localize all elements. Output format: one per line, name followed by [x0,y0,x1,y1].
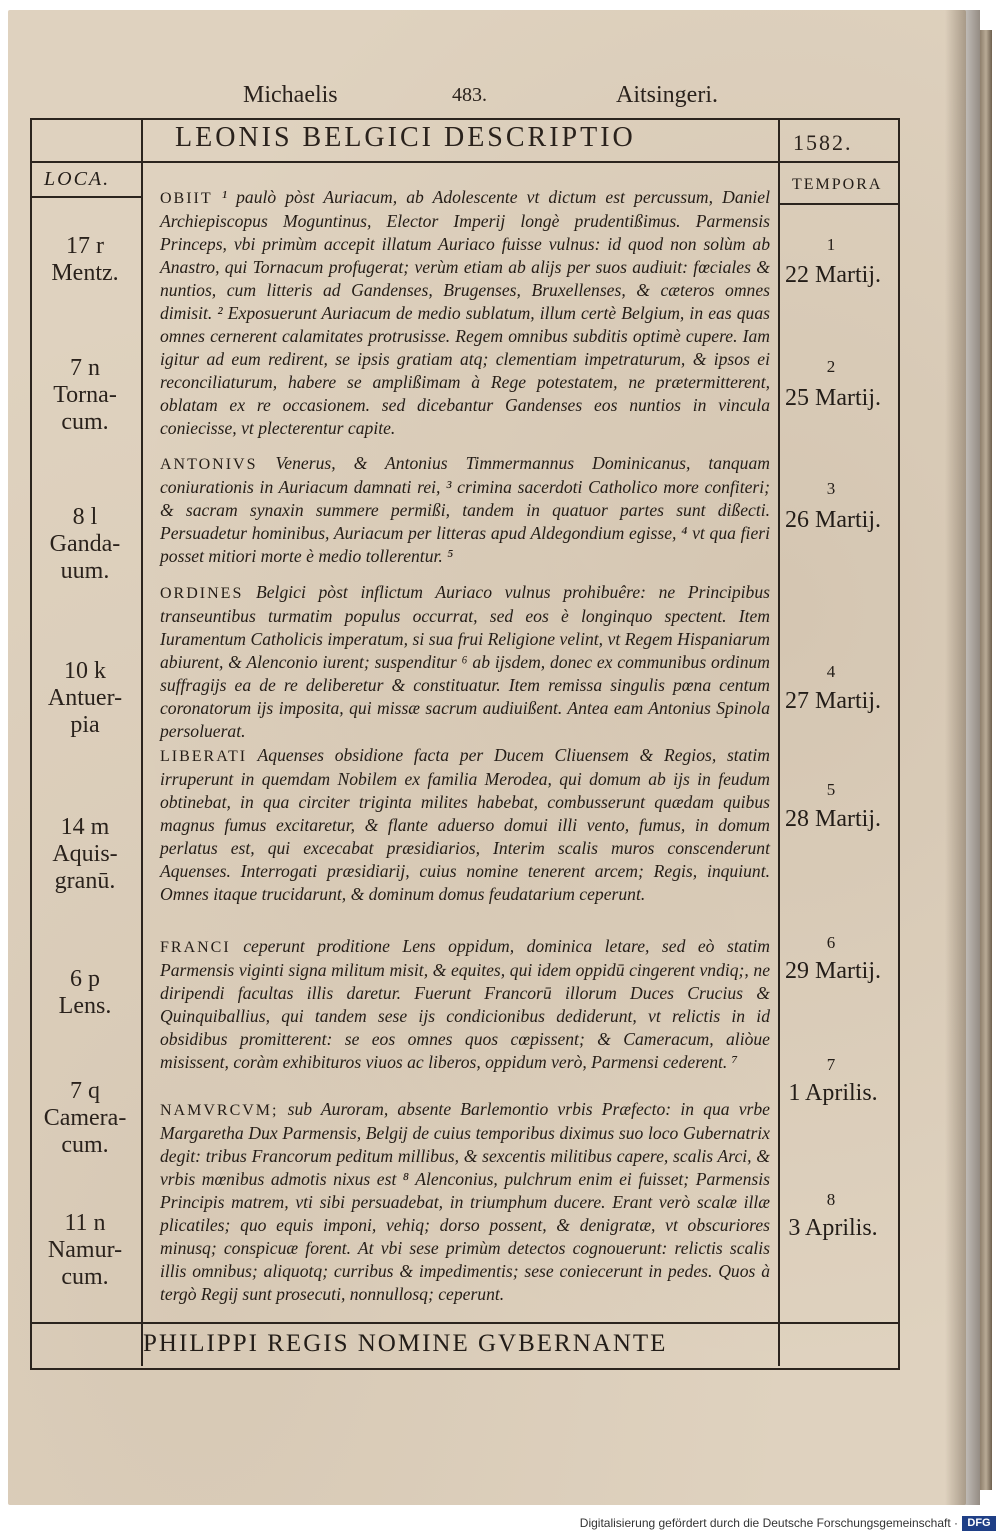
paragraph-lead: ORDINES [160,585,244,602]
place-entry [30,233,140,287]
paragraph-liberati [160,744,770,906]
date-note-number: 3 [826,479,836,498]
place-entry [30,814,140,895]
paragraph-lead: FRANCI [160,939,231,956]
year-label: 1582. [793,130,853,155]
date-note-number: 5 [826,780,836,799]
place-number: 17 r [66,233,104,259]
paragraph-obiit [160,186,770,440]
rule-right-column [778,120,780,1366]
running-header-left: Michaelis [243,82,338,108]
place-number: 7 n [70,355,100,381]
date-entry: 22 Martij. [785,262,881,288]
place-name: Camera- [43,1105,127,1131]
tempora-column-header: TEMPORA [792,176,883,193]
paragraph-text: Venerus, & Antonius Timmermannus Dominicanus, tanquam coniurationis in Auriacum damnati rei, ³ crimina sacerdoti Catholico more confiteri; & sacram synaxin summere permißi, tandem in quatuor partes sunt dißecti. Persuadetur hominibus, Auriacum per litteras apud Aldegondium egisse, ⁴ vt qua fieri posset mitiori morte è medio tollerentur. ⁵ [160,453,770,566]
date-entry: 26 Martij. [785,507,881,533]
date-note-number: 7 [826,1055,836,1074]
place-name: Aquis- [52,841,118,867]
date-note-number: 4 [826,662,836,681]
place-name: Namur- [47,1237,123,1263]
paragraph-namurcum [160,1098,770,1306]
place-number: 10 k [64,658,106,684]
place-name: cum. [61,409,109,435]
digitization-footer [0,1515,1000,1533]
running-header-right: Aitsingeri. [616,82,718,108]
binding-shadow [945,10,980,1505]
date-entry: 28 Martij. [785,806,881,832]
date-entry: 27 Martij. [785,688,881,714]
place-entry [30,658,140,739]
page-edge [980,30,992,1490]
place-name: pia [70,712,100,738]
paragraph-text: sub Auroram, absente Barlemontio vrbis Præfecto: in qua vrbe Margaretha Dux Parmensis, Belgij de cuius temporibus diximus suo loco Gubernatrix degit: tribus Francorum peditum millibus, & sexcentis militibus capere, scalis Arci, & vrbis mœnibus admotis nixus est ⁸ Alenconius, pulchrum enim ei fuisset; Parmensis Principis matrem, vti sibi persuadebat, in triumphum ducere. Erant verò scalæ illæ plicatiles; quo equis imponi, vehiq; dorso possent, & denigratæ, vt obscuriores minusq; conspicuæ forent. At vbi sese primùm detectos cognouerunt: relictis scalis illis omnibus; aliquotq; curribus & impedimentis; sese coniecerunt in pedes. Quos à tergò Regij sunt prosecuti, nonnullosq; ceperunt. [160,1099,770,1304]
rule-header [30,161,898,163]
place-name: granū. [54,868,116,894]
paragraph-text: ceperunt proditione Lens oppidum, dominica letare, sed eò statim Parmensis viginti signa militum misit, & equites, qui idem oppidū cingerent vndiq;, ne diripendi facultas illis daretur. Fuerunt Francorū illorum Duces Crucius & Quinquiballius, qui tandem sese ijs condicionibus dediderunt, vt relictis in id obsidibus promitterent: se eos omnes quos cœpissent; & Cameracum, aliòue misissent, coràm exhibituros viuos ac liberos, oppidum verò, Parmensi cederent. ⁷ [160,936,770,1072]
place-entry [30,1210,140,1291]
place-name: cum. [61,1132,109,1158]
paragraph-lead: LIBERATI [160,748,248,765]
top-title: LEONIS BELGICI DESCRIPTIO [175,122,636,153]
place-entry [30,1078,140,1159]
place-name: uum. [60,558,110,584]
place-name: Torna- [53,382,117,408]
place-entry [30,966,140,1020]
paragraph-text: ¹ paulò pòst Auriacum, ab Adolescente vt dictum est percussum, Daniel Archiepiscopus Moguntinus, Elector Imperij longè prudentißimus. Parmensis Princeps, vbi primùm accepit illatum Auriaco fuisse vulnus: id quod non solùm ab Anastro, qui Tornacum profugerat; verùm etiam ab alijs per suos audiuit: fœciales & nuntios, cum litteris ad Gandenses, Brugenses, Bruxellenses, & cæteros omnes dimisit. ² Exposuerunt Auriacum de medio sublatum, illum certè Belgium, in eas quas omnes cernerent calamitates protrusisse. Regem omnibus subditis optimè cupere. Iam igitur ad eum redirent, se ipsis gratiam atq; clementiam impetraturum, & ipsos ei reconciliaturum, habere se amplißimam à Rege potestatem, ne prætermitterent, oblatam ex re occasionem. sed dicebantur Gandenses eos nuntios in vincula coniecisse, vt plecterentur capite. [160,187,770,438]
paragraph-antonius [160,452,770,568]
rule-tempora [778,203,898,205]
place-name: Ganda- [49,531,121,557]
paragraph-lead: OBIIT [160,190,213,207]
rule-loca [30,196,141,198]
date-note-number: 6 [826,933,836,952]
rule-footer [30,1322,898,1324]
place-entry [30,355,140,436]
date-note-number: 2 [826,357,836,376]
place-number: 14 m [60,814,110,840]
loca-column-header: LOCA. [44,168,111,190]
date-entry: 1 Aprilis. [788,1080,878,1106]
date-note-number: 8 [826,1190,836,1209]
place-name: Mentz. [51,260,119,286]
place-number: 6 p [70,966,100,992]
funding-credit: Digitalisierung gefördert durch die Deutsche Forschungsgemeinschaft · [579,1516,958,1530]
place-number: 11 n [64,1210,106,1236]
paragraph-text: Aquenses obsidione facta per Ducem Cliuensem & Regios, statim irruperunt in quemdam Nobilem ex familia Merodea, qui domum ab ijs in feudum obtinebat, in qua circiter triginta milites habebat, combusserunt quædam quibus magnus fumus excitaretur, & flante aduerso domui illi vento, fumus, in domum perlatus est, qui excecabat præsidiarios, Interim scalis muros conscenderunt Aquenses. Interrogati præsidiarij, cuius nomine tenerent arcem; Regis, inquiunt. Omnes itaque trucidarunt, & dominum domus feudatarium ceperunt. [160,745,770,904]
place-number: 8 l [72,504,98,530]
date-entry: 29 Martij. [785,958,881,984]
paragraph-ordines [160,581,770,743]
place-entry [30,504,140,585]
place-name: cum. [61,1264,109,1290]
dfg-logo: DFG [962,1516,996,1531]
page-number: 483. [452,84,487,106]
paragraph-franci [160,935,770,1074]
date-note-number: 1 [826,235,836,254]
rule-left-column [141,120,143,1366]
paragraph-lead: NAMVRCVM; [160,1102,279,1119]
paragraph-lead: ANTONIVS [160,456,258,473]
date-entry: 3 Aprilis. [788,1215,878,1241]
place-name: Lens. [58,993,112,1019]
place-name: Antuer- [47,685,123,711]
bottom-title: PHILIPPI REGIS NOMINE GVBERNANTE [143,1330,668,1357]
date-entry: 25 Martij. [785,385,881,411]
place-number: 7 q [70,1078,100,1104]
paragraph-text: Belgici pòst inflictum Auriaco vulnus prohibuêre: ne Principibus transeuntibus turmatim populus occurrat, sed eos è longinquo spectent. Item Iuramentum Catholicis imperatum, si sua frui Religione velint, vt Regem Hispaniarum abiurent, & Alenconio iurent; suspenditur ⁶ ab ijsdem, donec ex communibus ordinum suffragijs ea de re deliberetur & constituatur. Item remissa singulis pœna centum coronatorum ijs imposita, qui missæ sacrum audiuißent. Antea eam Antonius Spinola persoluerat. [160,582,770,741]
